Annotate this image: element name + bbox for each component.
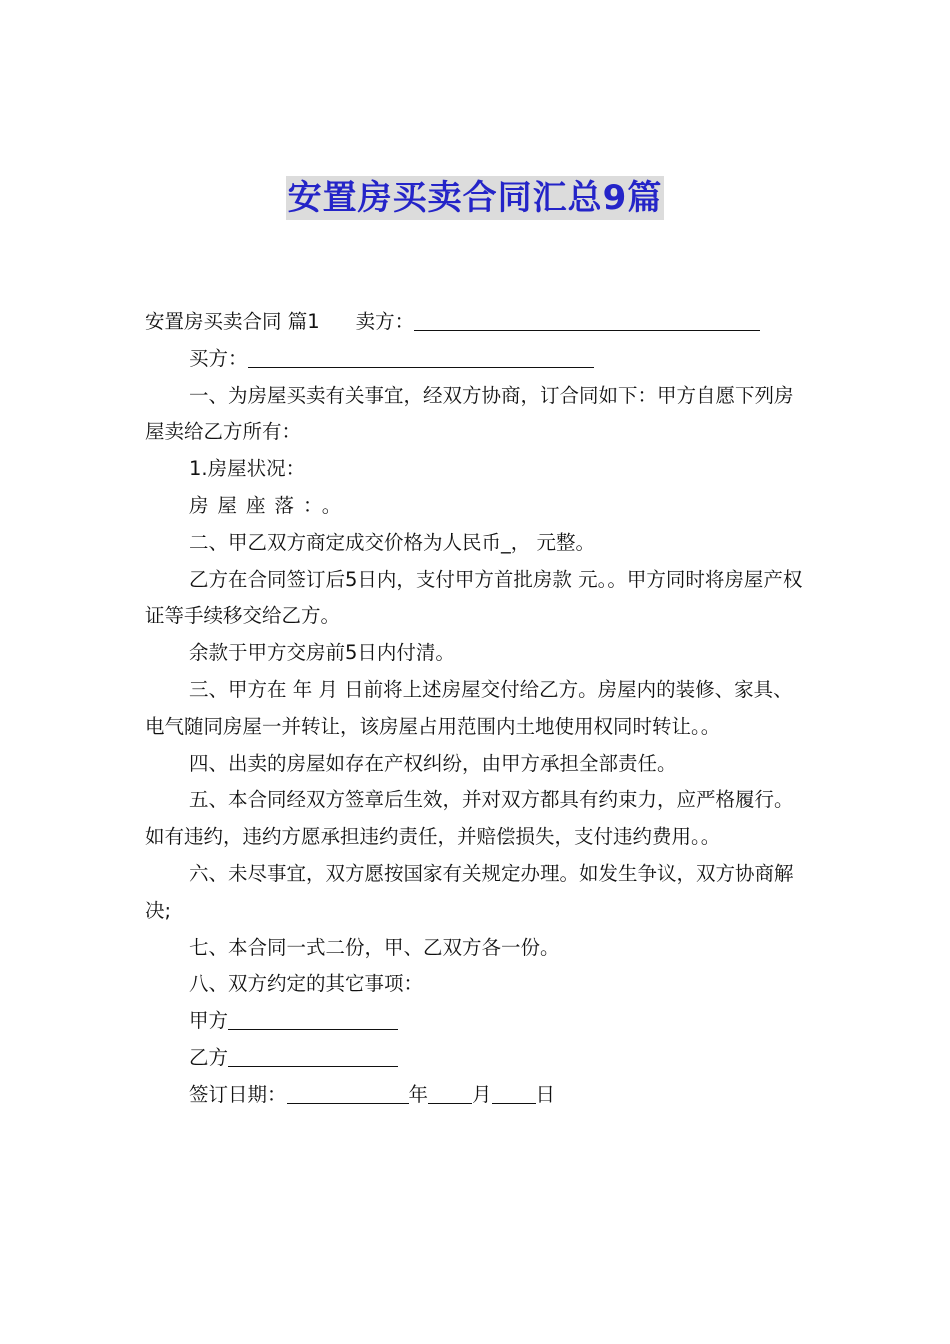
house-location: 房屋座落：。: [189, 493, 351, 517]
clause-7: 七、本合同一式二份，甲、乙双方各一份。: [189, 935, 560, 959]
buyer-label: 买方：: [189, 346, 248, 370]
party-a-line: [145, 1003, 810, 1040]
contract-heading: 安置房买卖合同 篇1: [145, 310, 320, 333]
buyer-line: [145, 341, 810, 378]
first-payment: 乙方在合同签订后5日内，支付甲方首批房款 元。。甲方同时将房屋产权证等手续移交给乙方。: [145, 567, 803, 628]
sign-date-line: [145, 1077, 810, 1114]
heading-line: [145, 304, 810, 341]
clause-5: 五、本合同经双方签章后生效，并对双方都具有约束力，应严格履行。如有违约，违约方愿承担违约责任，并赔偿损失，支付违约费用。。: [145, 788, 794, 849]
clause-4: 四、出卖的房屋如存在产权纠纷，由甲方承担全部责任。: [189, 751, 677, 775]
month-blank: [428, 1081, 472, 1104]
clause-2: 二、甲乙双方商定成交价格为人民币_， 元整。: [189, 530, 595, 554]
clause-6: 六、未尽事宜，双方愿按国家有关规定办理。如发生争议，双方协商解决;: [145, 861, 794, 922]
day-label: 日: [535, 1082, 556, 1106]
buyer-blank: [248, 345, 594, 368]
party-b-label: 乙方: [189, 1045, 229, 1069]
date-label: 签订日期：: [189, 1082, 287, 1106]
title-container: [0, 176, 950, 220]
document-title: 安置房买卖合同汇总9篇: [287, 178, 663, 218]
clause-8: 八、双方约定的其它事项：: [189, 972, 424, 996]
party-b-blank: [228, 1044, 398, 1067]
clause-1: 一、为房屋买卖有关事宜，经双方协商，订合同如下：甲方自愿下列房屋卖给乙方所有：: [145, 383, 794, 444]
day-blank: [492, 1081, 536, 1104]
year-blank: [287, 1081, 409, 1104]
clause-3: 三、甲方在 年 月 日前将上述房屋交付给乙方。房屋内的装修、家具、电气随同房屋一并转让，该房屋占用范围内土地使用权同时转让。。: [145, 677, 793, 738]
month-label: 月: [472, 1082, 492, 1106]
house-status: 1.房屋状况：: [189, 457, 306, 481]
balance-payment: 余款于甲方交房前5日内付清。: [189, 641, 455, 665]
contract-body: [145, 304, 810, 1114]
seller-label: 卖方：: [355, 310, 415, 333]
party-a-label: 甲方: [189, 1009, 229, 1033]
party-b-line: [145, 1040, 810, 1077]
seller-blank: [414, 308, 760, 331]
year-label: 年: [408, 1082, 429, 1106]
party-a-blank: [228, 1007, 398, 1030]
